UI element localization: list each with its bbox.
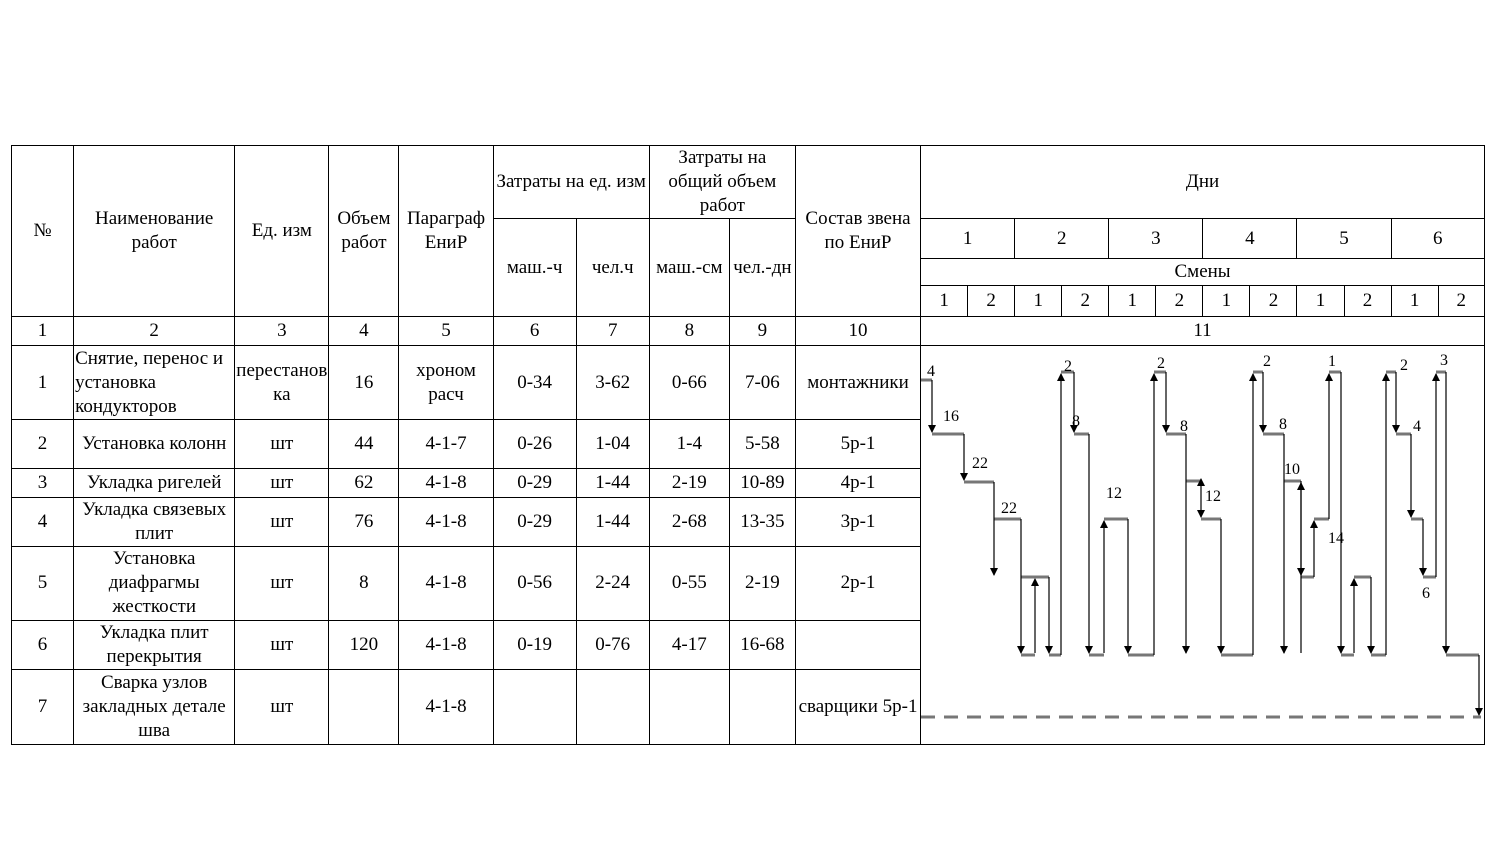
- row-unit: шт: [235, 420, 329, 469]
- row-machine-hours: 0-26: [493, 420, 576, 469]
- row-work-name: Укладка ригелей: [74, 469, 235, 497]
- shift-number: 2: [1250, 286, 1297, 317]
- gantt-label: 22: [1001, 500, 1018, 518]
- column-number: 5: [399, 317, 493, 346]
- header-num: №: [12, 146, 74, 317]
- row-machine-hours: 0-56: [493, 546, 576, 620]
- row-man-days: 16-68: [729, 620, 795, 669]
- row-machine-hours: 0-29: [493, 469, 576, 497]
- header-cost-per-unit: Затраты на ед. изм: [493, 146, 649, 219]
- row-machine-shifts: 4-17: [649, 620, 729, 669]
- row-num: 3: [12, 469, 74, 497]
- gantt-label: 2: [1263, 353, 1272, 371]
- header-paragraph: Параграф ЕниР: [399, 146, 493, 317]
- shift-number: 2: [1062, 286, 1109, 317]
- shift-number: 1: [1297, 286, 1344, 317]
- row-man-days: [729, 669, 795, 744]
- gantt-label: 6: [1422, 585, 1431, 603]
- column-number: 11: [921, 317, 1485, 346]
- shift-number: 2: [1438, 286, 1484, 317]
- row-paragraph: 4-1-8: [399, 669, 493, 744]
- header-unit: Ед. изм: [235, 146, 329, 317]
- row-volume: 76: [329, 497, 399, 546]
- gantt-label: 1: [1328, 353, 1337, 371]
- column-number: 8: [649, 317, 729, 346]
- row-work-name: Установка колонн: [74, 420, 235, 469]
- column-number: 10: [795, 317, 920, 346]
- row-machine-hours: 0-19: [493, 620, 576, 669]
- row-num: 1: [12, 346, 74, 420]
- row-machine-shifts: 2-19: [649, 469, 729, 497]
- row-man-days: 10-89: [729, 469, 795, 497]
- gantt-label: 2: [1064, 358, 1073, 376]
- row-volume: 16: [329, 346, 399, 420]
- column-number: 7: [576, 317, 649, 346]
- row-man-hours: 1-04: [576, 420, 649, 469]
- row-machine-shifts: 0-66: [649, 346, 729, 420]
- shift-number: 1: [1109, 286, 1156, 317]
- column-number: 2: [74, 317, 235, 346]
- gantt-label: 4: [927, 363, 936, 381]
- row-crew: [795, 620, 920, 669]
- column-number: 4: [329, 317, 399, 346]
- shift-number: 2: [1156, 286, 1203, 317]
- gantt-area: [921, 346, 1485, 745]
- gantt-label: 8: [1180, 418, 1189, 436]
- row-man-days: 5-58: [729, 420, 795, 469]
- day-number: 1: [921, 219, 1015, 259]
- row-crew: монтажники: [795, 346, 920, 420]
- row-man-hours: 1-44: [576, 469, 649, 497]
- row-crew: 2р-1: [795, 546, 920, 620]
- row-man-hours: 2-24: [576, 546, 649, 620]
- row-machine-hours: 0-29: [493, 497, 576, 546]
- row-machine-shifts: [649, 669, 729, 744]
- row-num: 7: [12, 669, 74, 744]
- row-paragraph: 4-1-8: [399, 620, 493, 669]
- gantt-label: 22: [972, 455, 989, 473]
- row-crew: сварщики 5р-1: [795, 669, 920, 744]
- shift-number: 2: [1344, 286, 1391, 317]
- shift-number: 1: [921, 286, 968, 317]
- work-schedule-table: [11, 145, 1485, 745]
- row-unit: шт: [235, 620, 329, 669]
- header-work-name: Наименование работ: [74, 146, 235, 317]
- row-num: 6: [12, 620, 74, 669]
- row-man-hours: [576, 669, 649, 744]
- row-man-days: 2-19: [729, 546, 795, 620]
- row-man-hours: 3-62: [576, 346, 649, 420]
- row-unit: шт: [235, 546, 329, 620]
- header-shifts: Смены: [921, 259, 1485, 286]
- gantt-chart: [921, 346, 1484, 744]
- gantt-label: 12: [1205, 488, 1222, 506]
- header-machine-hours: маш.-ч: [493, 219, 576, 317]
- day-number: 3: [1109, 219, 1203, 259]
- row-work-name: Укладка связевых плит: [74, 497, 235, 546]
- gantt-label: 4: [1413, 418, 1422, 436]
- row-machine-shifts: 2-68: [649, 497, 729, 546]
- day-number: 4: [1203, 219, 1297, 259]
- header-man-hours: чел.ч: [576, 219, 649, 317]
- row-unit: шт: [235, 469, 329, 497]
- row-paragraph: хроном расч: [399, 346, 493, 420]
- row-man-days: 13-35: [729, 497, 795, 546]
- shift-number: 1: [1391, 286, 1438, 317]
- row-work-name: Установка диафрагмы жесткости: [74, 546, 235, 620]
- row-volume: [329, 669, 399, 744]
- gantt-label: 3: [1440, 352, 1449, 370]
- row-machine-hours: [493, 669, 576, 744]
- row-machine-shifts: 1-4: [649, 420, 729, 469]
- row-machine-hours: 0-34: [493, 346, 576, 420]
- gantt-label: 8: [1072, 413, 1081, 431]
- column-number: 9: [729, 317, 795, 346]
- row-work-name: Сварка узлов закладных детале шва: [74, 669, 235, 744]
- row-crew: 3р-1: [795, 497, 920, 546]
- column-number: 3: [235, 317, 329, 346]
- header-days: Дни: [921, 146, 1485, 219]
- row-volume: 62: [329, 469, 399, 497]
- shift-number: 1: [1015, 286, 1062, 317]
- gantt-label: 8: [1279, 416, 1288, 434]
- shift-number: 2: [968, 286, 1015, 317]
- row-man-hours: 0-76: [576, 620, 649, 669]
- day-number: 5: [1297, 219, 1391, 259]
- row-volume: 8: [329, 546, 399, 620]
- gantt-label: 2: [1400, 357, 1409, 375]
- row-num: 4: [12, 497, 74, 546]
- row-num: 2: [12, 420, 74, 469]
- row-paragraph: 4-1-8: [399, 546, 493, 620]
- gantt-label: 2: [1157, 355, 1166, 373]
- row-machine-shifts: 0-55: [649, 546, 729, 620]
- header-crew: Состав звена по ЕниР: [795, 146, 920, 317]
- column-number: 1: [12, 317, 74, 346]
- column-number: 6: [493, 317, 576, 346]
- shift-number: 1: [1203, 286, 1250, 317]
- row-unit: шт: [235, 669, 329, 744]
- row-unit: шт: [235, 497, 329, 546]
- row-paragraph: 4-1-7: [399, 420, 493, 469]
- table-row: [12, 346, 1485, 420]
- row-crew: 5р-1: [795, 420, 920, 469]
- gantt-label: 10: [1284, 461, 1301, 479]
- row-unit: перестановка: [235, 346, 329, 420]
- header-man-days: чел.-дн: [729, 219, 795, 317]
- row-man-days: 7-06: [729, 346, 795, 420]
- row-work-name: Укладка плит перекрытия: [74, 620, 235, 669]
- day-number: 6: [1391, 219, 1484, 259]
- row-volume: 44: [329, 420, 399, 469]
- row-man-hours: 1-44: [576, 497, 649, 546]
- gantt-label: 16: [943, 408, 960, 426]
- row-crew: 4р-1: [795, 469, 920, 497]
- gantt-label: 14: [1328, 530, 1345, 548]
- header-machine-shifts: маш.-см: [649, 219, 729, 317]
- header-volume: Объем работ: [329, 146, 399, 317]
- row-paragraph: 4-1-8: [399, 469, 493, 497]
- row-num: 5: [12, 546, 74, 620]
- day-number: 2: [1015, 219, 1109, 259]
- header-cost-total: Затраты на общий объем работ: [649, 146, 795, 219]
- row-paragraph: 4-1-8: [399, 497, 493, 546]
- row-volume: 120: [329, 620, 399, 669]
- gantt-label: 12: [1106, 485, 1123, 503]
- row-work-name: Снятие, перенос и установка кондукторов: [74, 346, 235, 420]
